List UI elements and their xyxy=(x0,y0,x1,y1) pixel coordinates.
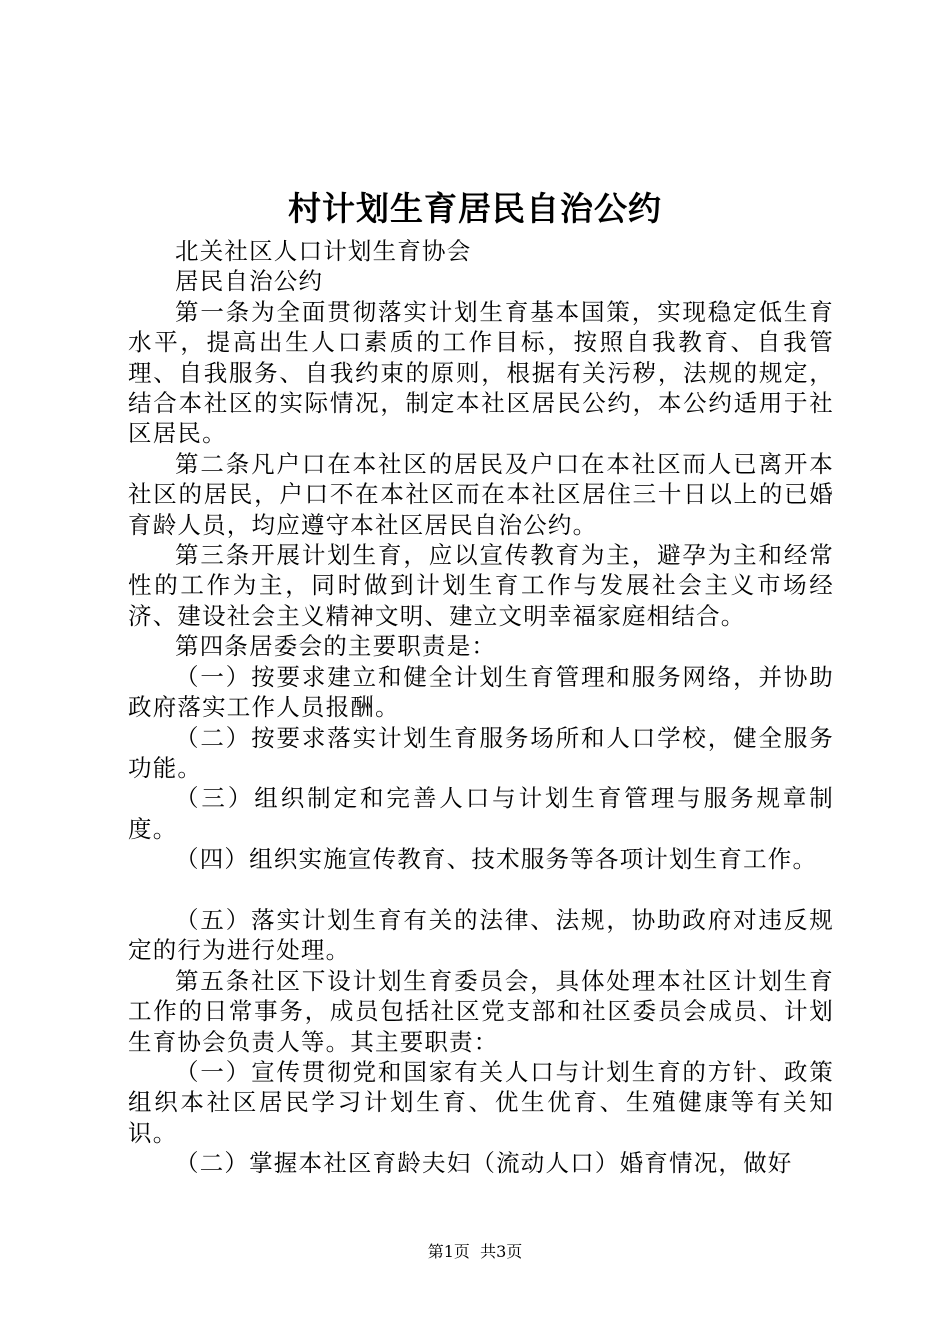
document-body xyxy=(128,236,834,1179)
article-4-item-2: （二）按要求落实计划生育服务场所和人口学校，健全服务功能。 xyxy=(128,723,834,782)
article-2: 第二条凡户口在本社区的居民及户口在本社区而人已离开本社区的居民，户口不在本社区而在本社区居住三十日以上的已婚育龄人员，均应遵守本社区居民自治公约。 xyxy=(128,449,834,539)
article-5: 第五条社区下设计划生育委员会，具体处理本社区计划生育工作的日常事务，成员包括社区党支部和社区委员会成员、计划生育协会负责人等。其主要职责： xyxy=(128,966,834,1056)
article-4-item-5: （五）落实计划生育有关的法律、法规，协助政府对违反规定的行为进行处理。 xyxy=(128,905,834,965)
article-3: 第三条开展计划生育，应以宣传教育为主，避孕为主和经常性的工作为主，同时做到计划生育工作与发展社会主义市场经济、建设社会主义精神文明、建立文明幸福家庭相结合。 xyxy=(128,541,834,630)
org-name: 北关社区人口计划生育协会 xyxy=(175,237,472,265)
document-title: 村计划生育居民自治公约 xyxy=(288,189,662,228)
article-4-item-1: （一）按要求建立和健全计划生育管理和服务网络，并协助政府落实工作人员报酬。 xyxy=(128,662,834,722)
article-4-item-4: （四）组织实施宣传教育、技术服务等各项计划生育工作。 xyxy=(175,845,818,874)
paragraph-gap xyxy=(128,875,834,905)
article-1: 第一条为全面贯彻落实计划生育基本国策，实现稳定低生育水平，提高出生人口素质的工作目标，按照自我教育、自我管理、自我服务、自我约束的原则，根据有关污秽，法规的规定，结合本社区的实际情况，制定本社区居民公约，本公约适用于社区居民。 xyxy=(128,297,834,448)
article-4-item-3: （三）组织制定和完善人口与计划生育管理与服务规章制度。 xyxy=(128,784,834,843)
article-5-item-2: （二）掌握本社区育龄夫妇（流动人口）婚育情况，做好 xyxy=(175,1149,793,1178)
page-total: 共3页 xyxy=(480,1242,523,1261)
page-number: 第1页 xyxy=(427,1242,470,1261)
article-4: 第四条居委会的主要职责是： xyxy=(175,632,497,661)
page-footer xyxy=(0,1240,950,1264)
article-5-item-1: （一）宣传贯彻党和国家有关人口与计划生育的方针、政策组织本社区居民学习计划生育、优生优育、生殖健康等有关知识。 xyxy=(128,1057,834,1147)
subtitle: 居民自治公约 xyxy=(175,267,324,296)
